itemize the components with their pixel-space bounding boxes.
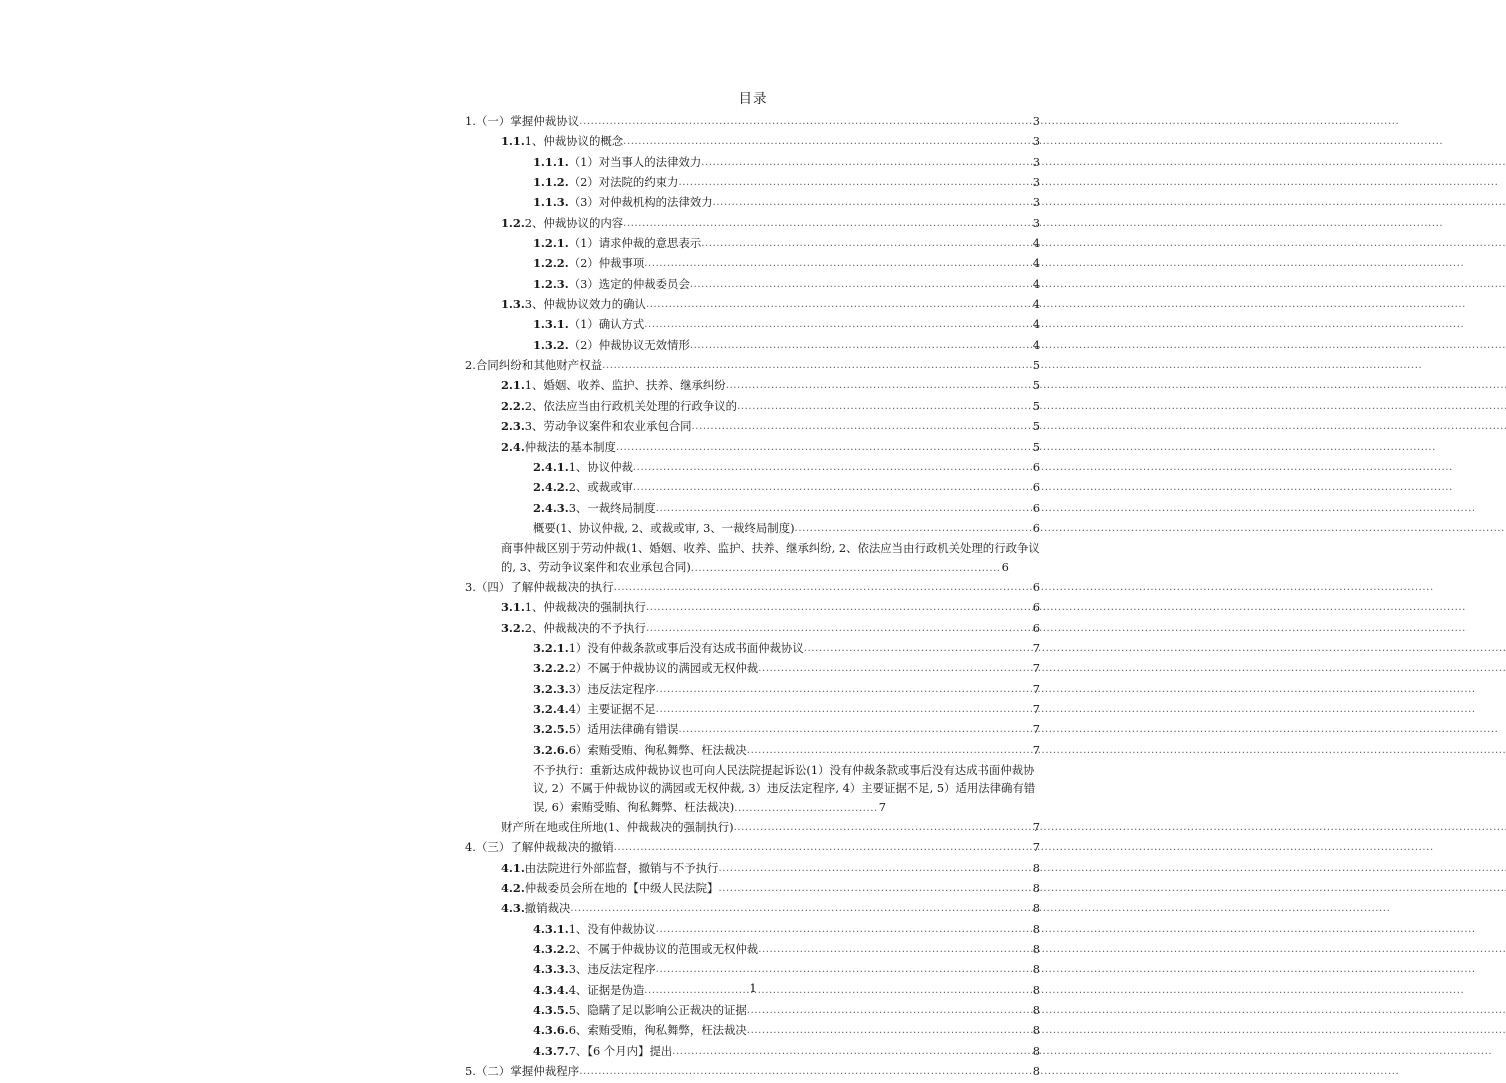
toc-entry-row [465,356,1040,376]
toc-entry-label: （二）掌握仲裁程序 [475,1064,580,1079]
toc-entry[interactable] [501,619,1040,639]
toc-entry-row [501,879,1040,899]
toc-entry[interactable] [501,598,1040,618]
toc-leader-dots [646,296,1030,314]
toc-entry-label: 1、婚姻、收养、监护、扶养、继承纠纷 [524,378,726,393]
toc-entry[interactable] [533,920,1040,940]
toc-entry[interactable] [533,1042,1040,1062]
toc-leader-dots [633,479,1030,497]
toc-entry-label: 由法院进行外部监督，撤销与不予执行 [524,860,719,875]
toc-entry-page-number: 7 [878,799,887,814]
toc-entry-number: 3. [465,579,476,594]
toc-entry-label: 4）主要证据不足 [568,701,656,716]
toc-entry[interactable] [501,132,1040,152]
toc-entry-number: 3.2. [501,620,525,635]
toc-entry-page-number: 5 [1032,378,1040,393]
toc-entry[interactable] [501,417,1040,437]
toc-entry[interactable] [465,838,1040,858]
toc-entry-row [533,478,1040,498]
toc-leader-dots [656,961,1030,979]
toc-entry-row [533,519,1040,539]
toc-entry-row [501,295,1040,315]
toc-entry-page-number: 4 [1032,256,1040,271]
toc-leader-dots [579,113,1030,131]
toc-entry[interactable] [501,397,1040,417]
toc-entry-label: 仲裁委员会所在地的【中级人民法院】 [524,881,719,896]
toc-entry-row [533,1042,1040,1062]
toc-entry[interactable] [533,519,1040,539]
toc-entry[interactable] [533,254,1040,274]
toc-entry-number: 1.2.2. [533,256,569,271]
toc-entry-page-number: 7 [1032,701,1040,716]
toc-entry-label: 仲裁法的基本制度 [524,439,616,454]
toc-leader-dots [692,418,1030,436]
toc-entry-number: 1.3. [501,297,525,312]
toc-leader-dots [758,660,1030,678]
toc-entry-row [501,818,1040,838]
toc-entry-row [533,940,1040,960]
toc-entry-row [501,619,1040,639]
toc-entry-page-number: 6 [1032,500,1040,515]
toc-entry[interactable] [465,1062,1040,1082]
toc-entry-page-number: 8 [1032,1064,1040,1079]
toc-entry-number: 4.3.4. [533,982,569,997]
toc-entry-page-number: 8 [1032,860,1040,875]
toc-entry-number: 3.2.2. [533,661,569,676]
toc-entry-row [533,153,1040,173]
toc-leader-dots [656,500,1030,518]
toc-entry-row [533,960,1040,980]
toc-entry-number: 3.2.6. [533,742,569,757]
toc-entry[interactable] [533,1021,1040,1041]
toc-entry-label: 3、违反法定程序 [568,962,656,977]
toc-leader-dots [747,1022,1030,1040]
toc-entry-number: 1.1.2. [533,175,569,190]
toc-leader-dots [570,900,1030,918]
toc-entry[interactable] [533,741,1040,761]
toc-entry-page-number: 6 [1032,620,1040,635]
toc-entry-number: 4.1. [501,860,525,875]
toc-entry-page-number: 7 [1032,742,1040,757]
toc-entry-row [533,680,1040,700]
toc-entry-row [533,761,1040,818]
footer-page-number: 1 [749,981,757,995]
toc-entry-number: 3.2.3. [533,681,569,696]
toc-entry-page-number: 7 [1032,840,1040,855]
toc-leader-dots [795,520,1030,538]
toc-entry-number: 4.2. [501,881,525,896]
toc-entry-label: 2、不属于仲裁协议的范围或无权仲裁 [568,942,759,957]
toc-entry-row [533,720,1040,740]
toc-entry-label: （3）对仲裁机构的法律效力 [568,195,713,210]
toc-entry-row [501,438,1040,458]
toc-entry-number: 4.3.3. [533,962,569,977]
toc-entry[interactable] [501,214,1040,234]
toc-entry[interactable] [501,438,1040,458]
toc-leader-dots [616,439,1030,457]
toc-leader-dots [690,276,1030,294]
toc-entry-page-number: 5 [1032,419,1040,434]
toc-entry[interactable] [501,818,1040,838]
toc-leader-dots [602,357,1030,375]
table-of-contents [465,112,1040,1083]
toc-entry-label: （一）掌握仲裁协议 [475,114,580,128]
toc-entry-page-number: 5 [1032,398,1040,413]
toc-entry[interactable] [501,376,1040,396]
toc-entry-label: 3、仲裁协议效力的确认 [524,297,646,312]
toc-entry-label: 商事仲裁区别于劳动仲裁(1、婚姻、收养、监护、扶养、继承纠纷, 2、依法应当由行政机关处理的行政争议的, 3、劳动争议案件和农业承包合同) [501,541,1040,574]
toc-entry-number: 1. [465,114,476,128]
toc-entry-label: 合同纠纷和其他财产权益 [475,358,603,373]
toc-entry-page-number: 7 [1032,640,1040,655]
toc-entry-page-number: 8 [1032,1043,1040,1058]
toc-entry[interactable] [533,761,1040,818]
toc-entry-row [501,132,1040,152]
toc-entry-number: 4.3. [501,901,525,916]
toc-entry[interactable] [533,639,1040,659]
toc-leader-dots [656,921,1030,939]
toc-leader-dots [713,194,1030,212]
toc-entry-row [501,417,1040,437]
toc-entry-number: 4.3.7. [533,1043,569,1058]
toc-leader-dots [690,337,1030,355]
toc-entry-label: 5）适用法律确有错误 [568,722,679,737]
toc-entry-row [501,397,1040,417]
toc-leader-dots [701,235,1030,253]
toc-entry[interactable] [533,193,1040,213]
toc-leader-dots [701,154,1030,172]
toc-leader-dots [718,860,1030,878]
toc-entry-label: 2、仲裁协议的内容 [524,215,624,230]
toc-entry-row [501,539,1040,578]
toc-entry-label: 1、协议仲裁 [568,459,633,474]
toc-entry-label: 2、或裁或审 [568,480,633,495]
toc-entry-label: 撤销裁决 [524,901,571,916]
toc-entry-page-number: 8 [1032,1003,1040,1018]
toc-entry-label: 3、劳动争议案件和农业承包合同 [524,419,692,434]
toc-entry-label: （2）仲裁事项 [568,256,645,271]
toc-entry-page-number: 7 [1032,681,1040,696]
toc-entry-number: 1.1. [501,134,525,149]
toc-entry-number: 3.2.5. [533,722,569,737]
toc-entry-page-number: 8 [1032,921,1040,936]
toc-entry-row [533,315,1040,335]
document-page [353,0,1153,1079]
toc-entry-number: 1.3.2. [533,337,569,352]
toc-entry-label: 7、【6 个月内】提出 [568,1043,673,1058]
toc-entry[interactable] [533,478,1040,498]
toc-entry-number: 4.3.5. [533,1003,569,1018]
toc-entry-number: 3.1. [501,600,525,615]
toc-entry-page-number: 6 [1001,559,1009,574]
toc-entry-label: 财产所在地或住所地(1、仲裁裁决的强制执行) [501,820,734,835]
toc-entry[interactable] [533,458,1040,478]
toc-entry[interactable] [465,112,1040,132]
toc-entry-page-number: 3 [1032,154,1040,169]
toc-entry-label: （2）对法院的约束力 [568,175,679,190]
toc-entry-row [533,234,1040,254]
toc-leader-dots [691,563,1001,574]
toc-leader-dots [804,640,1030,658]
toc-entry-page-number: 6 [1032,579,1040,594]
toc-entry-label: 3）违反法定程序 [568,681,656,696]
toc-entry-page-number: 4 [1032,276,1040,291]
toc-entry-number: 4.3.2. [533,942,569,957]
toc-entry-number: 1.3.1. [533,317,569,332]
toc-entry-page-number: 8 [1032,901,1040,916]
toc-entry-label: （1）请求仲裁的意思表示 [568,236,702,251]
toc-entry-number: 1.2. [501,215,525,230]
toc-leader-dots [672,1043,1030,1061]
toc-entry-row [533,458,1040,478]
toc-entry[interactable] [501,859,1040,879]
toc-entry-page-number: 4 [1032,337,1040,352]
toc-entry-number: 2.4. [501,439,525,454]
toc-leader-dots [758,941,1030,959]
toc-leader-dots [734,803,878,814]
toc-entry-page-number: 3 [1032,114,1040,128]
toc-entry-page-number: 6 [1032,520,1040,535]
toc-entry-number: 1.2.3. [533,276,569,291]
toc-entry-label: 不予执行：重新达成仲裁协议也可向人民法院提起诉讼(1）没有仲裁条款或事后没有达成书面仲裁协议, 2）不属于仲裁协议的满园或无权仲裁, 3）违反法定程序, 4）主要证据不足, 5）适用法律确有错误, 6）索贿受贿、徇私舞弊、枉法裁决) [533,763,1036,814]
toc-entry-page-number: 3 [1032,195,1040,210]
toc-entry-row [533,173,1040,193]
toc-entry-number: 2.4.2. [533,480,569,495]
toc-entry-row [465,838,1040,858]
toc-entry-row [533,659,1040,679]
toc-entry-label: 2、依法应当由行政机关处理的行政争议的 [524,398,738,413]
toc-leader-dots [646,620,1030,638]
toc-entry-label: 1）没有仲裁条款或事后没有达成书面仲裁协议 [568,640,804,655]
toc-leader-dots [623,215,1030,233]
toc-leader-dots [747,742,1030,760]
toc-entry-number: 2.3. [501,419,525,434]
toc-entry-row [501,598,1040,618]
toc-entry-number: 2.2. [501,398,525,413]
toc-entry-page-number: 7 [1032,722,1040,737]
toc-entry[interactable] [533,680,1040,700]
toc-entry-row [533,920,1040,940]
toc-entry-label: 6）索贿受贿、徇私舞弊、枉法裁决 [568,742,747,757]
toc-entry[interactable] [533,173,1040,193]
toc-entry-row [501,214,1040,234]
toc-entry-label: （2）仲裁协议无效情形 [568,337,690,352]
toc-entry-label: 2）不属于仲裁协议的满园或无权仲裁 [568,661,759,676]
toc-entry[interactable] [501,899,1040,919]
toc-entry-row [533,700,1040,720]
toc-leader-dots [614,839,1030,857]
toc-entry[interactable] [533,700,1040,720]
toc-entry-page-number: 5 [1032,439,1040,454]
toc-entry[interactable] [533,1001,1040,1021]
toc-entry-page-number: 4 [1032,297,1040,312]
toc-entry-label: 1、没有仲裁协议 [568,921,656,936]
toc-leader-dots [623,133,1030,151]
toc-entry-row [533,741,1040,761]
toc-entry-row [501,899,1040,919]
toc-entry-number: 4. [465,840,476,855]
toc-entry-label: 4、证据是伪造 [568,982,645,997]
toc-entry-page-number: 6 [1032,600,1040,615]
toc-entry-number: 5. [465,1064,476,1079]
toc-entry-page-number: 4 [1032,236,1040,251]
toc-entry[interactable] [533,720,1040,740]
toc-leader-dots [644,255,1030,273]
toc-entry-page-number: 8 [1032,982,1040,997]
toc-entry-number: 3.2.4. [533,701,569,716]
toc-entry-page-number: 8 [1032,1023,1040,1038]
toc-leader-dots [644,316,1030,334]
toc-entry[interactable] [533,315,1040,335]
toc-leader-dots [747,1002,1030,1020]
toc-entry-number: 1.1.1. [533,154,569,169]
toc-leader-dots [678,174,1030,192]
toc-entry[interactable] [501,539,1040,578]
toc-entry[interactable] [533,336,1040,356]
toc-entry-row [533,1001,1040,1021]
toc-entry[interactable] [501,879,1040,899]
toc-entry[interactable] [533,659,1040,679]
toc-entry-page-number: 5 [1032,358,1040,373]
toc-entry-label: 3、一裁终局制度 [568,500,656,515]
toc-entry-row [533,499,1040,519]
toc-entry-row [533,193,1040,213]
toc-entry-number: 2.4.3. [533,500,569,515]
toc-entry[interactable] [465,578,1040,598]
toc-entry-label: （四）了解仲裁裁决的执行 [475,579,614,594]
toc-entry-label: （3）选定的仲裁委员会 [568,276,690,291]
toc-entry-label: 1、仲裁裁决的强制执行 [524,600,646,615]
toc-entry-row [465,112,1040,132]
toc-entry-row [533,639,1040,659]
toc-leader-dots [726,377,1030,395]
toc-entry-row [533,1021,1040,1041]
toc-leader-dots [656,681,1030,699]
toc-entry-label: 6、索贿受贿，徇私舞弊，枉法裁决 [568,1023,747,1038]
toc-leader-dots [614,579,1030,597]
toc-leader-dots [737,398,1030,416]
toc-entry-row [465,1062,1040,1082]
toc-entry-label: 1、仲裁协议的概念 [524,134,624,149]
toc-entry-row [465,578,1040,598]
toc-leader-dots [646,599,1030,617]
toc-entry-label: 5、隐瞒了足以影响公正裁决的证据 [568,1003,747,1018]
toc-entry[interactable] [533,960,1040,980]
toc-entry[interactable] [533,234,1040,254]
toc-entry-page-number: 6 [1032,459,1040,474]
toc-entry-page-number: 4 [1032,317,1040,332]
toc-entry-label: 概要(1、协议仲裁, 2、或裁或审, 3、一裁终局制度) [533,520,795,535]
toc-entry-number: 2.4.1. [533,459,569,474]
toc-entry[interactable] [533,940,1040,960]
toc-entry-page-number: 7 [1032,661,1040,676]
toc-entry-label: （1）对当事人的法律效力 [568,154,702,169]
toc-entry-label: 2、仲裁裁决的不予执行 [524,620,646,635]
toc-entry-number: 4.3.6. [533,1023,569,1038]
toc-entry-number: 4.3.1. [533,921,569,936]
toc-entry-row [533,275,1040,295]
toc-entry-page-number: 3 [1032,175,1040,190]
toc-entry-row [501,376,1040,396]
toc-entry[interactable] [533,499,1040,519]
toc-entry-page-number: 8 [1032,942,1040,957]
toc-entry-page-number: 3 [1032,215,1040,230]
toc-leader-dots [633,459,1030,477]
toc-entry[interactable] [533,153,1040,173]
toc-entry-row [501,859,1040,879]
toc-entry-page-number: 3 [1032,134,1040,149]
toc-entry-label: （三）了解仲裁裁决的撤销 [475,840,614,855]
page-title: 目录 [738,91,768,107]
toc-entry-page-number: 8 [1032,881,1040,896]
toc-entry-row [533,254,1040,274]
toc-leader-dots [656,701,1030,719]
toc-entry-page-number: 8 [1032,962,1040,977]
toc-entry-number: 3.2.1. [533,640,569,655]
toc-entry[interactable] [465,356,1040,376]
toc-entry-page-number: 6 [1032,480,1040,495]
toc-entry-number: 1.2.1. [533,236,569,251]
toc-entry-row [533,336,1040,356]
toc-entry-number: 1.1.3. [533,195,569,210]
toc-entry-number: 2.1. [501,378,525,393]
toc-entry[interactable] [501,295,1040,315]
toc-entry-label: （1）确认方式 [568,317,645,332]
toc-leader-dots [579,1063,1030,1081]
toc-entry-page-number: 7 [1032,820,1040,835]
toc-entry-number: 2. [465,358,476,373]
toc-entry[interactable] [533,275,1040,295]
toc-leader-dots [718,880,1030,898]
toc-leader-dots [734,819,1030,837]
toc-leader-dots [678,721,1030,739]
